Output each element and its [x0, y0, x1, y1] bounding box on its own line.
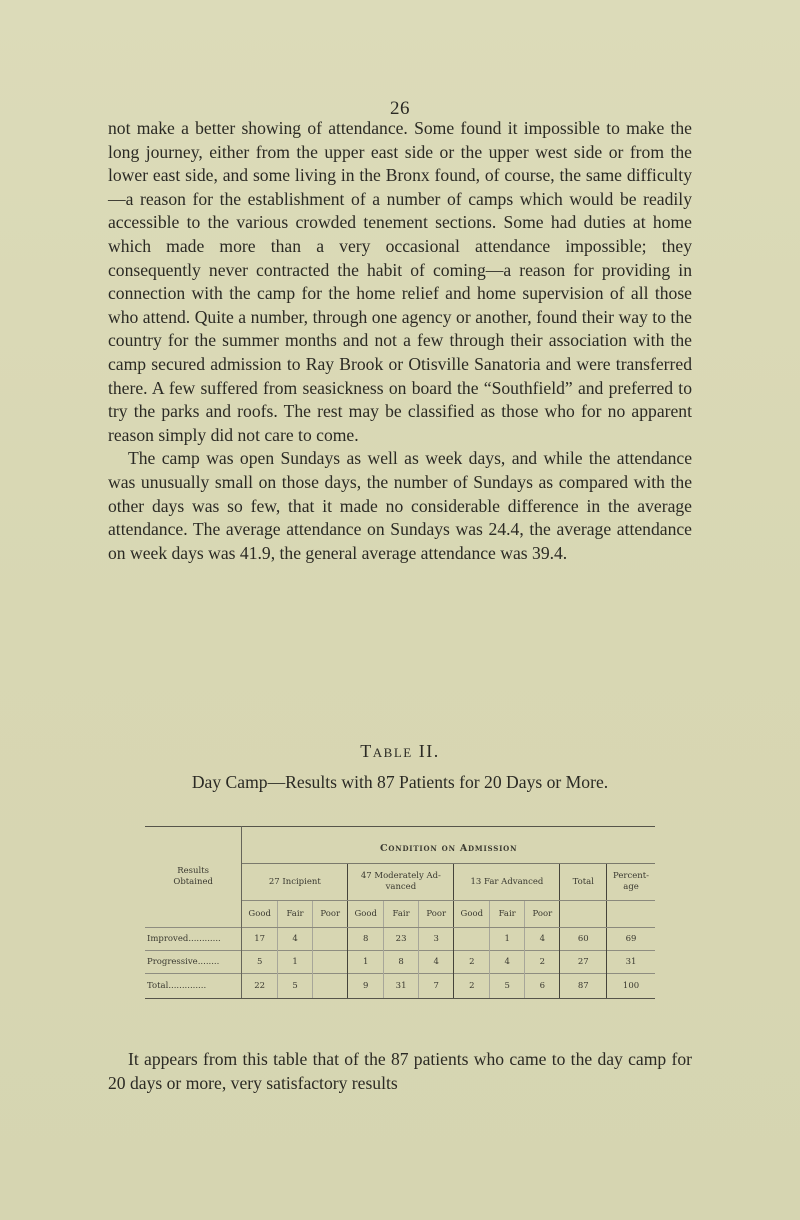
group-label: 47 Moderately Ad-: [360, 871, 441, 881]
results-obtained-header: [145, 827, 242, 928]
cell: 8: [384, 951, 419, 974]
cell: 4: [525, 928, 560, 951]
subheader-good: Good: [242, 901, 278, 928]
cell: [313, 928, 348, 951]
paragraph: not make a better showing of attendance. Some found it impossible to make the long journey, either from the upper east side or the upper west side or from the lower east side, and some living in the Bronx found, of course, the same difficulty—a reason for the establishment of a number of camps which would be readily accessible to the various crowded tenement sections. Some had duties at home which made more than a very occasional attendance impossible; they consequently never contracted the habit of coming—a reason for providing in connection with the camp for the home relief and home supervision of all those who attend. Quite a number, through one agency or another, found their way to the country for the summer months and not a few through their association with the camp secured admission to Ray Brook or Otisville Sanatoria and were transferred there. A few suffered from seasickness on board the “Southfield” and preferred to try the parks and roofs. The rest may be classified as those who for no apparent reason simply did not care to come.: [108, 118, 692, 445]
cell: 7: [419, 974, 454, 999]
percentage-label: Percent-: [613, 871, 650, 881]
group-header-moderately-advanced: [348, 864, 454, 901]
paragraph: It appears from this table that of the 87 patients who came to the day camp for 20 days or more, very satisfactory results: [108, 1049, 692, 1093]
cell: 1: [490, 928, 525, 951]
cell-total: 87: [560, 974, 607, 999]
results-header-line: Results: [177, 866, 210, 876]
row-label: Progressive........: [145, 951, 242, 974]
results-header-line: Obtained: [173, 877, 213, 887]
subheader-good: Good: [454, 901, 490, 928]
row-label: Improved............: [145, 928, 242, 951]
cell: 4: [278, 928, 313, 951]
row-label: Total..............: [145, 974, 242, 999]
cell: 3: [419, 928, 454, 951]
group-label: 27 Incipient: [268, 876, 321, 887]
cell: 17: [242, 928, 278, 951]
subheader-fair: Fair: [278, 901, 313, 928]
cell: [313, 974, 348, 999]
cell: 22: [242, 974, 278, 999]
cell: 2: [454, 974, 490, 999]
group-label: 13 Far Advanced: [470, 876, 544, 887]
condition-on-admission-header: Condition on Admission: [242, 827, 655, 864]
cell-total: 60: [560, 928, 607, 951]
cell: 9: [348, 974, 384, 999]
subheader-total-blank: [560, 901, 607, 928]
cell: 1: [278, 951, 313, 974]
table-row: [145, 951, 655, 974]
cell: [313, 951, 348, 974]
subheader-poor: Poor: [419, 901, 454, 928]
body-text-top: [108, 117, 692, 565]
subheader-fair: Fair: [490, 901, 525, 928]
cell: 5: [242, 951, 278, 974]
cell: 6: [525, 974, 560, 999]
subheader-fair: Fair: [384, 901, 419, 928]
cell: 2: [525, 951, 560, 974]
cell: 1: [348, 951, 384, 974]
cell: 4: [490, 951, 525, 974]
results-table: [145, 826, 655, 999]
subheader-good: Good: [348, 901, 384, 928]
cell-percentage: 31: [607, 951, 655, 974]
subheader-poor: Poor: [313, 901, 348, 928]
group-header-far-advanced: [454, 864, 560, 901]
percentage-header: [607, 864, 655, 901]
table-row: [145, 928, 655, 951]
body-text-bottom: [108, 1048, 692, 1095]
table-subtitle: Day Camp—Results with 87 Patients for 20 Days or More.: [191, 772, 609, 792]
cell: 8: [348, 928, 384, 951]
table-header-row: [145, 827, 655, 864]
paragraph: The camp was open Sundays as well as week days, and while the attendance was unusually small on those days, the number of Sundays as compared with the other days was so few, that it made no considerable difference in the average attendance. The average attendance on Sundays was 24.4, the average attendance on week days was 41.9, the general average attendance was 39.4.: [108, 448, 692, 563]
cell: [454, 928, 490, 951]
cell-percentage: 69: [607, 928, 655, 951]
cell: 4: [419, 951, 454, 974]
cell-percentage: 100: [607, 974, 655, 999]
cell: 31: [384, 974, 419, 999]
table-title: Table II.: [360, 741, 440, 761]
table-row-total: [145, 974, 655, 999]
cell: 23: [384, 928, 419, 951]
subheader-poor: Poor: [525, 901, 560, 928]
cell: 5: [490, 974, 525, 999]
subheader-percentage-blank: [607, 901, 655, 928]
group-label: vanced: [385, 882, 417, 892]
total-header: Total: [560, 864, 607, 901]
cell: 5: [278, 974, 313, 999]
cell-total: 27: [560, 951, 607, 974]
cell: 2: [454, 951, 490, 974]
percentage-label: age: [623, 882, 639, 892]
page-number: 26: [390, 98, 410, 119]
group-header-incipient: [242, 864, 348, 901]
